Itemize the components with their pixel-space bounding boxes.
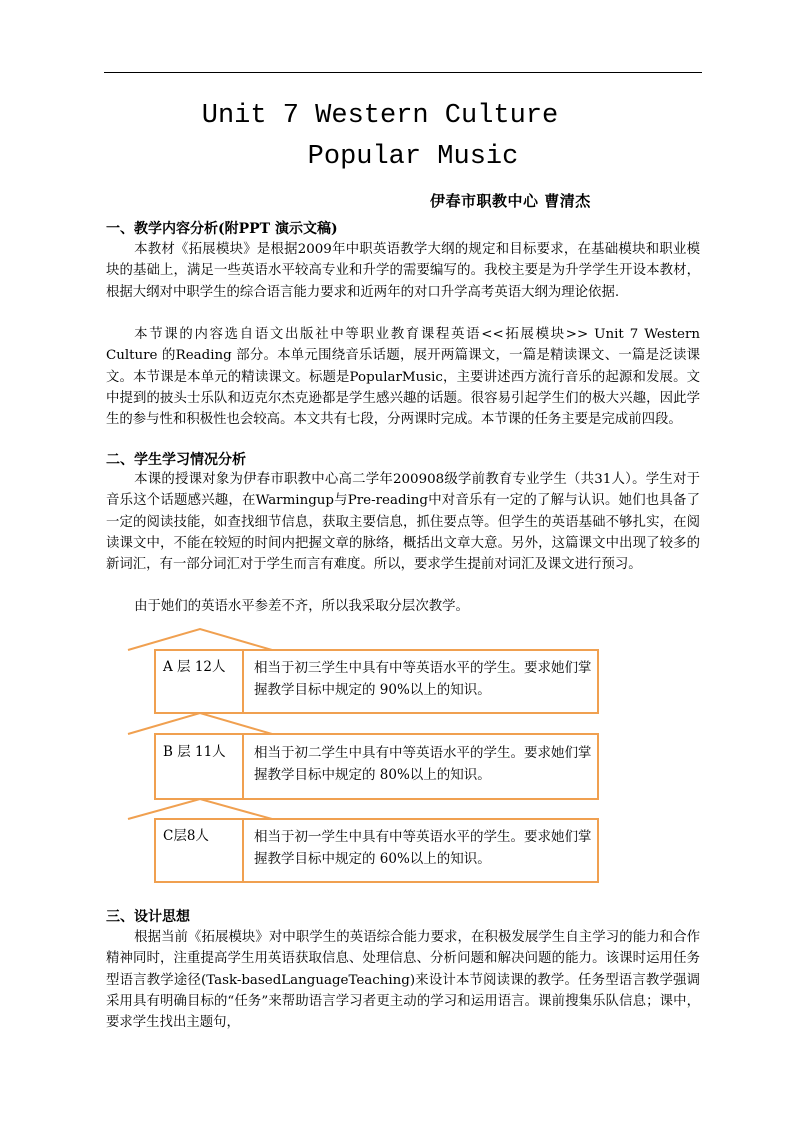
tier-a-label: A 层 12人 (163, 659, 226, 675)
paragraph-tiered-teaching: 由于她们的英语水平参差不齐，所以我采取分层次教学。 (134, 599, 469, 614)
tier-a-arrow-cap (128, 629, 272, 650)
tier-a-description: 相当于初三学生中具有中等英语水平的学生。要求她们掌握教学目标中规定的 90%以上的知识。 (254, 660, 592, 698)
doc-title: Unit 7 Western Culture (201, 101, 559, 131)
paragraph-design-thinking: 根据当前《拓展模块》对中职学生的英语综合能力要求，在积极发展学生自主学习的能力和合作精神同时，注重提高学生用英语获取信息、处理信息、分析问题和解决问题的能力。该课时运用任务型语言教学途径(Task-basedLanguageTeaching)来设计本节阅读课的教学。任务型语言教学强调采用具有明确目标的“任务”来帮助语言学习者更主动的学习和运用语言。课前搜集乐队信息；课中，要求学生找出主题句， (106, 930, 700, 1031)
tier-c-arrow-cap (128, 799, 272, 819)
tier-c-description: 相当于初一学生中具有中等英语水平的学生。要求她们掌握教学目标中规定的 60%以上的知识。 (254, 829, 592, 867)
paragraph-textbook-intro: 本教材《拓展模块》是根据2009年中职英语教学大纲的规定和目标要求，在基础模块和职业模块的基础上，满足一些英语水平较高专业和升学的需要编写的。我校主要是为升学学生开设本教材，根据大纲对中职学生的综合语言能力要求和近两年的对口升学高考英语大纲为理论依据. (106, 242, 700, 300)
tier-b-label: B 层 11人 (163, 744, 226, 760)
author-line: 伊春市职教中心 曹清杰 (430, 192, 591, 210)
tier-b-arrow-cap (128, 713, 272, 734)
doc-subtitle: Popular Music (307, 142, 519, 172)
section-heading-content-analysis: 一、教学内容分析(附PPT 演示文稿) (106, 221, 338, 237)
section-heading-student-analysis: 二、学生学习情况分析 (106, 452, 246, 468)
tier-c-label: C层8人 (163, 828, 209, 844)
paragraph-students: 本课的授课对象为伊春市职教中心高二学年200908级学前教育专业学生（共31人）。学生对于音乐这个话题感兴趣，在Warmingup与Pre-reading中对音乐有一定的了解与认识。她们也具备了一定的阅读技能，如查找细节信息，获取主要信息，抓住要点等。但学生的英语基础不够扎实，在阅读课文中，不能在较短的时间内把握文章的脉络，概括出文章大意。另外，这篇课文中出现了较多的新词汇，有一部分词汇对于学生而言有难度。所以，要求学生提前对词汇及课文进行预习。 (106, 472, 700, 573)
section-heading-design: 三、设计思想 (106, 909, 190, 925)
paragraph-lesson-content: 本节课的内容选自语文出版社中等职业教育课程英语<<拓展模块>> Unit 7 Western Culture 的Reading 部分。本单元围绕音乐话题，展开两篇课文，一篇是精读课文、一篇是泛读课文。本节课是本单元的精读课文。标题是PopularMusic，主要讲述西方流行音乐的起源和发展。文中提到的披头士乐队和迈克尔杰克逊都是学生感兴趣的话题。很容易引起学生们的极大兴趣，因此学生的参与性和积极性也会较高。本文共有七段，分两课时完成。本节课的任务主要是完成前四段。 (106, 327, 700, 428)
tier-b-description: 相当于初二学生中具有中等英语水平的学生。要求她们掌握教学目标中规定的 80%以上的知识。 (254, 745, 592, 783)
header-rule (104, 72, 702, 73)
